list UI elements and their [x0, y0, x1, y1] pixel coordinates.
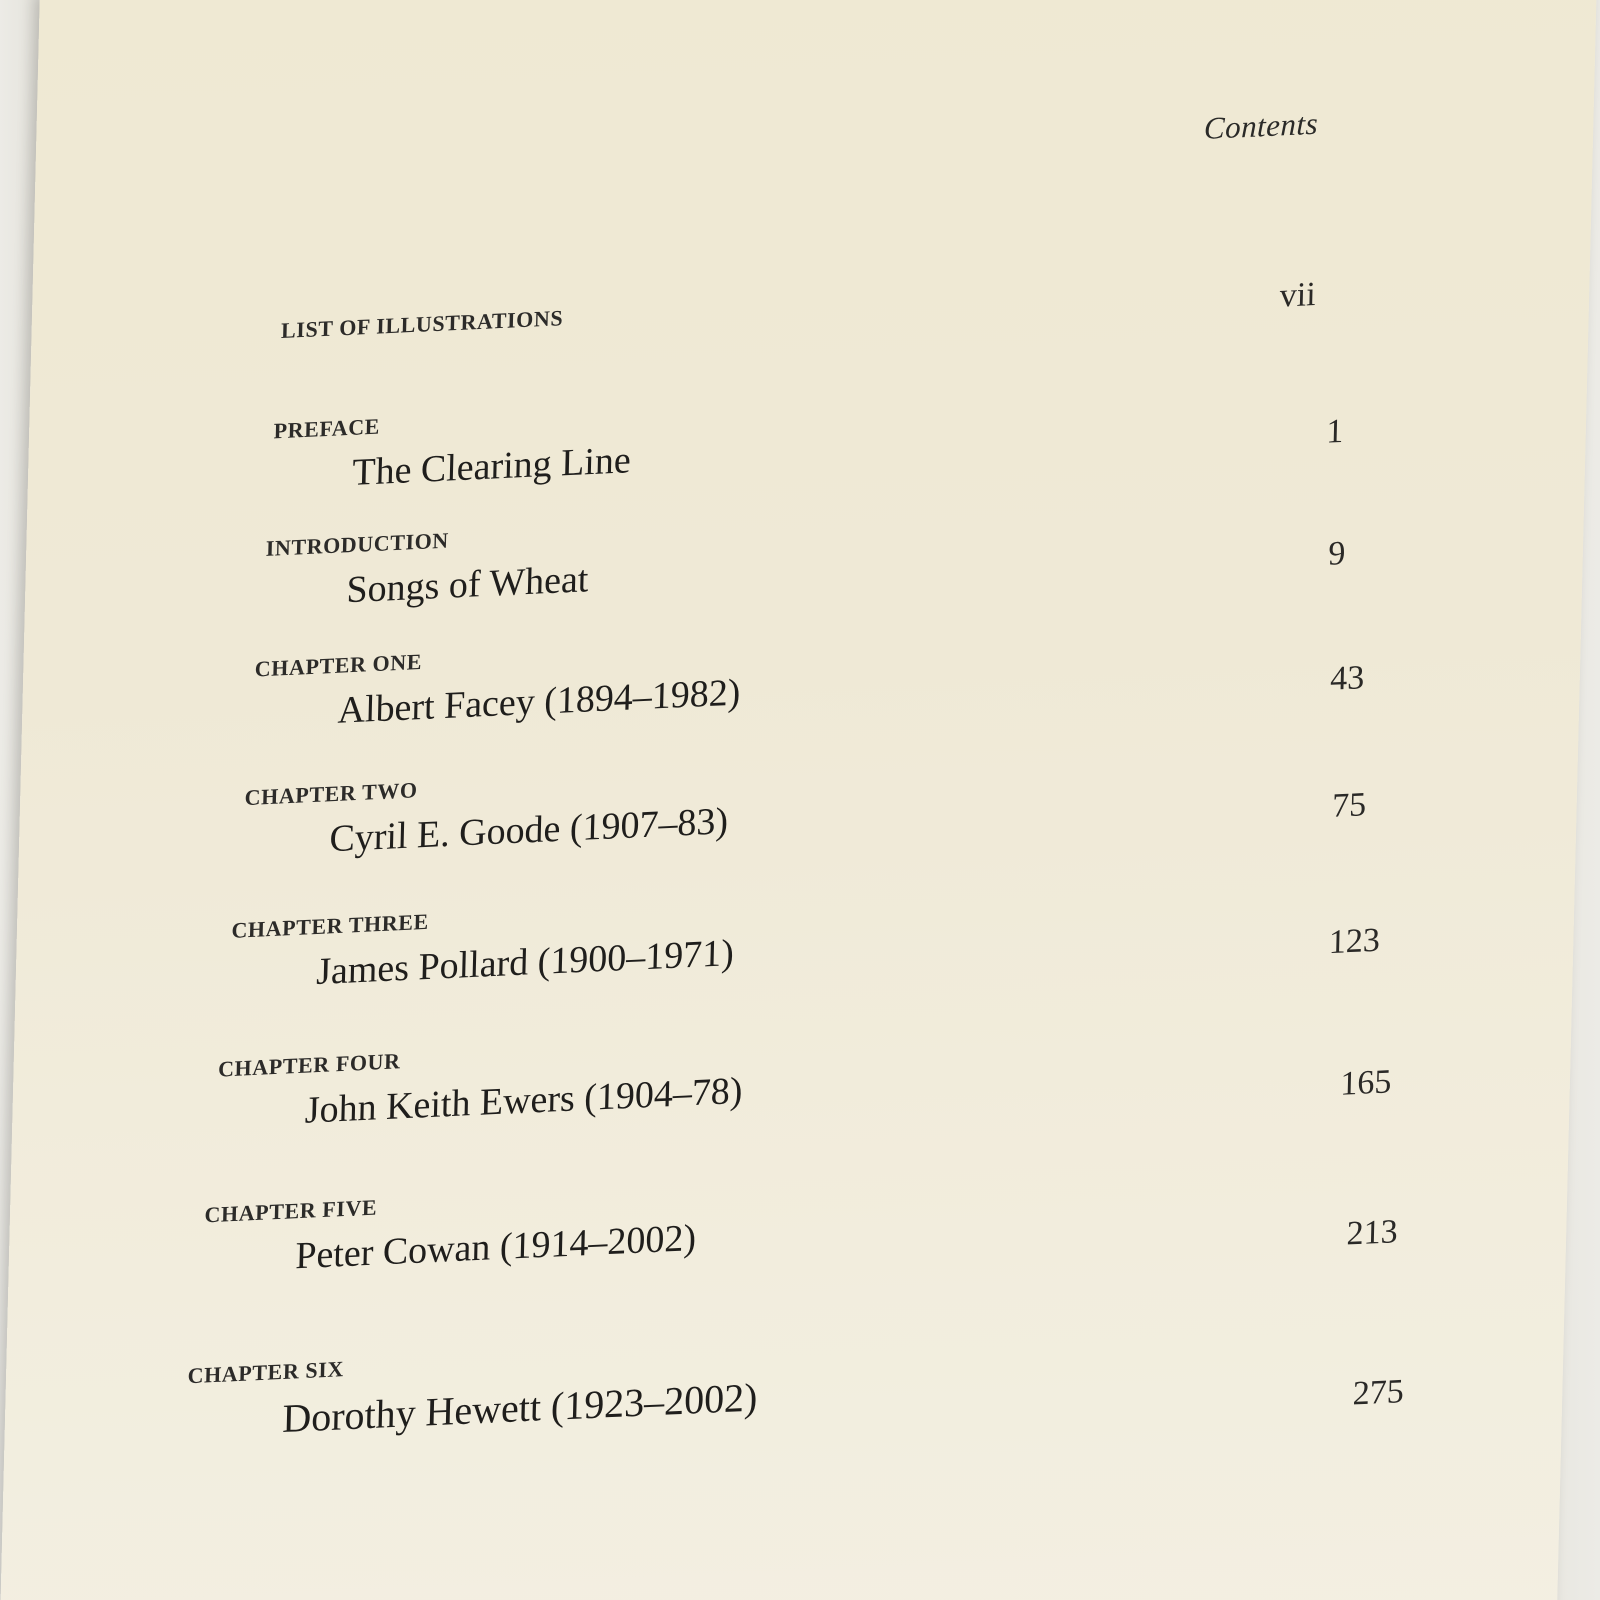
- toc-entry-chapter-two: [243, 763, 729, 865]
- toc-page-number: 1: [1325, 412, 1344, 451]
- toc-page-number: 213: [1346, 1213, 1399, 1253]
- toc-entry-label: CHAPTER SIX: [187, 1356, 345, 1389]
- toc-entry-title: The Clearing Line: [351, 439, 632, 494]
- toc-entry-title: John Keith Ewers (1904–78): [304, 1069, 743, 1132]
- toc-entry-chapter-one: [253, 634, 742, 736]
- toc-page-number: 275: [1352, 1373, 1405, 1413]
- toc-entry-label: INTRODUCTION: [265, 527, 450, 561]
- toc-entry-label: CHAPTER ONE: [254, 648, 423, 682]
- toc-page-number: 43: [1329, 659, 1365, 698]
- toc-page-number: 75: [1331, 786, 1367, 825]
- toc-entry-title: Cyril E. Goode (1907–83): [329, 800, 729, 861]
- toc-entry-label: CHAPTER TWO: [244, 777, 418, 811]
- toc-entry-title: Peter Cowan (1914–2002): [294, 1217, 697, 1278]
- toc-entry-label: LIST OF ILLUSTRATIONS: [280, 305, 564, 343]
- toc-entry-title: Dorothy Hewett (1923–2002): [281, 1374, 758, 1442]
- toc-entry-title: Albert Facey (1894–1982): [337, 671, 741, 732]
- toc-entry-preface: [272, 402, 632, 498]
- toc-entry-introduction: [264, 521, 590, 616]
- toc-entry-label: CHAPTER THREE: [231, 908, 430, 943]
- toc-page-number: 165: [1339, 1063, 1392, 1103]
- toc-page-number: 123: [1328, 921, 1381, 962]
- toc-entry-label: CHAPTER FIVE: [204, 1194, 378, 1228]
- toc-page-number: 9: [1327, 534, 1346, 573]
- toc-entry-label: PREFACE: [273, 413, 381, 444]
- toc-page-number: vii: [1279, 275, 1317, 315]
- running-head: Contents: [1203, 105, 1319, 146]
- toc-entry-title: James Pollard (1900–1971): [315, 932, 735, 994]
- toc-entry-chapter-three: [230, 895, 735, 998]
- toc-entry-chapter-four: [216, 1033, 743, 1137]
- toc-entry-chapter-six: [186, 1337, 759, 1446]
- toc-entry-chapter-five: [203, 1180, 697, 1283]
- toc-entry-illustrations: [281, 305, 564, 344]
- toc-entry-title: Songs of Wheat: [346, 558, 589, 612]
- toc-entry-label: CHAPTER FOUR: [217, 1048, 401, 1082]
